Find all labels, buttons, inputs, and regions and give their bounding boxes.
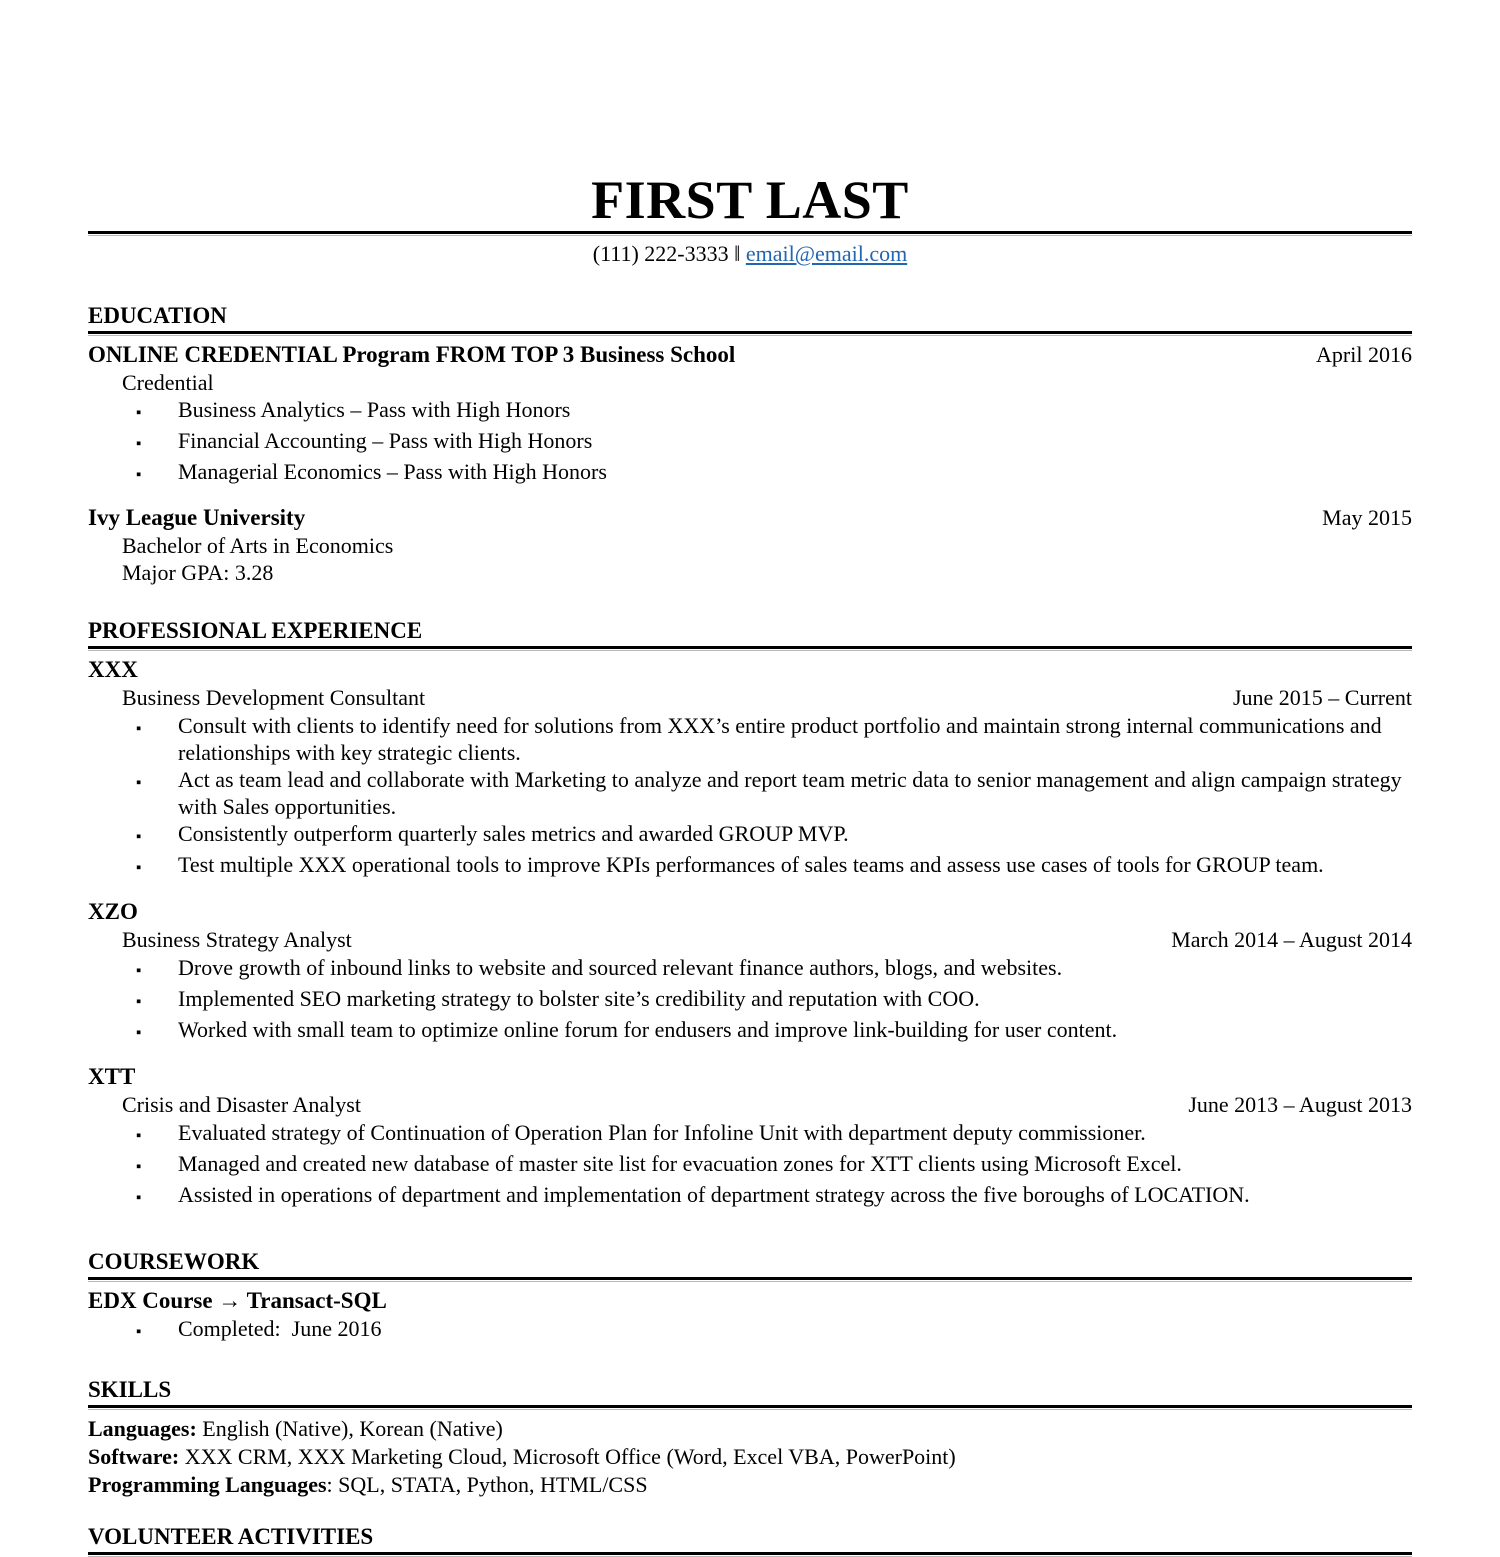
bullet-icon <box>136 954 178 985</box>
bullet-text: Managerial Economics – Pass with High Honors <box>178 459 607 484</box>
bullet-text: Consult with clients to identify need for solutions from XXX’s entire product portfolio and maintain strong internal communications and relationships with key strategic clients. <box>178 713 1388 765</box>
section-skills <box>88 1376 1412 1499</box>
skill-value: : SQL, STATA, Python, HTML/CSS <box>326 1472 648 1497</box>
list-item <box>88 1181 1412 1212</box>
job-dates: March 2014 – August 2014 <box>1171 927 1412 952</box>
education-entry-university <box>88 504 1412 586</box>
skill-value: English (Native), Korean (Native) <box>196 1416 503 1441</box>
job-bullet-list <box>88 1119 1412 1212</box>
skill-row-software <box>88 1443 1412 1471</box>
skill-row-languages <box>88 1415 1412 1443</box>
bullet-text: Evaluated strategy of Continuation of Operation Plan for Infoline Unit with department deputy commissioner. <box>178 1120 1146 1145</box>
list-item <box>88 1016 1412 1047</box>
contact-line <box>88 240 1412 267</box>
section-divider <box>88 1405 1412 1410</box>
bullet-text: Business Analytics – Pass with High Honors <box>178 397 571 422</box>
bullet-text: Assisted in operations of department and implementation of department strategy across the five boroughs of LOCATION. <box>178 1182 1250 1207</box>
list-item <box>88 985 1412 1016</box>
credential-subtitle: Credential <box>122 370 214 395</box>
section-experience <box>88 617 1412 1212</box>
job-bullet-list <box>88 712 1412 882</box>
company-name: XZO <box>88 899 138 924</box>
section-heading-education: EDUCATION <box>88 303 227 328</box>
skill-label: Languages: <box>88 1416 197 1441</box>
list-item <box>88 954 1412 985</box>
skill-value: XXX CRM, XXX Marketing Cloud, Microsoft Office (Word, Excel VBA, PowerPoint) <box>179 1444 956 1469</box>
job-role: Business Development Consultant <box>122 685 426 710</box>
bullet-icon <box>136 1119 178 1150</box>
list-item <box>88 1315 1412 1346</box>
list-item <box>88 766 1412 820</box>
bullet-icon <box>136 712 178 766</box>
credential-program-title: ONLINE CREDENTIAL Program FROM TOP 3 Business School <box>88 342 736 367</box>
contact-separator: ‖ <box>728 241 746 266</box>
company-name: XTT <box>88 1064 136 1089</box>
email-link[interactable]: email@email.com <box>745 241 908 266</box>
bullet-text: Implemented SEO marketing strategy to bolster site’s credibility and reputation with COO. <box>178 986 980 1011</box>
bullet-icon <box>136 985 178 1016</box>
section-heading-skills: SKILLS <box>88 1377 172 1402</box>
bullet-text: Consistently outperform quarterly sales metrics and awarded GROUP MVP. <box>178 821 849 846</box>
list-item <box>88 851 1412 882</box>
education-entry-credential <box>88 341 1412 489</box>
section-heading-coursework: COURSEWORK <box>88 1249 260 1274</box>
university-gpa: Major GPA: 3.28 <box>122 560 274 585</box>
credential-bullet-list <box>88 396 1412 489</box>
bullet-text: Managed and created new database of master site list for evacuation zones for XTT clients using Microsoft Excel. <box>178 1151 1182 1176</box>
bullet-text: Worked with small team to optimize online forum for endusers and improve link-building for user content. <box>178 1017 1118 1042</box>
bullet-icon <box>136 851 178 882</box>
section-divider <box>88 646 1412 651</box>
bullet-text: Financial Accounting – Pass with High Honors <box>178 428 593 453</box>
section-coursework <box>88 1248 1412 1346</box>
bullet-icon <box>136 1315 178 1346</box>
section-divider <box>88 331 1412 336</box>
university-date: May 2015 <box>1322 505 1412 530</box>
bullet-icon <box>136 1016 178 1047</box>
course-title: EDX Course → Transact-SQL <box>88 1288 387 1313</box>
job-entry-xtt <box>88 1063 1412 1212</box>
job-role: Business Strategy Analyst <box>122 927 352 952</box>
bullet-text: Drove growth of inbound links to website and sourced relevant finance authors, blogs, and websites. <box>178 955 1063 980</box>
section-heading-volunteer: VOLUNTEER ACTIVITIES <box>88 1524 374 1549</box>
bullet-icon <box>136 427 178 458</box>
bullet-text: Test multiple XXX operational tools to improve KPIs performances of sales teams and assess use cases of tools for GROUP team. <box>178 852 1324 877</box>
job-dates: June 2013 – August 2013 <box>1188 1092 1412 1117</box>
course-bullet-list <box>88 1315 1412 1346</box>
list-item <box>88 820 1412 851</box>
bullet-icon <box>136 396 178 427</box>
bullet-icon <box>136 820 178 851</box>
section-divider <box>88 1552 1412 1557</box>
list-item <box>88 1150 1412 1181</box>
job-dates: June 2015 – Current <box>1232 685 1412 710</box>
bullet-text: Completed: June 2016 <box>178 1316 382 1341</box>
list-item <box>88 1119 1412 1150</box>
list-item <box>88 427 1412 458</box>
section-volunteer <box>88 1523 1412 1557</box>
bullet-icon <box>136 458 178 489</box>
university-name: Ivy League University <box>88 505 306 530</box>
phone-number: (111) 222-3333 <box>592 241 729 266</box>
skill-label: Software: <box>88 1444 180 1469</box>
resume-name: FIRST LAST <box>591 170 909 230</box>
header-divider <box>88 231 1412 236</box>
skill-row-programming <box>88 1471 1412 1499</box>
skill-label: Programming Languages <box>88 1472 327 1497</box>
bullet-icon <box>136 1181 178 1212</box>
section-heading-experience: PROFESSIONAL EXPERIENCE <box>88 618 423 643</box>
job-entry-xxx <box>88 656 1412 882</box>
job-bullet-list <box>88 954 1412 1047</box>
credential-date: April 2016 <box>1316 342 1412 367</box>
bullet-icon <box>136 1150 178 1181</box>
job-entry-xzo <box>88 898 1412 1047</box>
list-item <box>88 458 1412 489</box>
section-education <box>88 302 1412 586</box>
bullet-icon <box>136 766 178 820</box>
job-role: Crisis and Disaster Analyst <box>122 1092 361 1117</box>
list-item <box>88 712 1412 766</box>
company-name: XXX <box>88 657 138 682</box>
section-divider <box>88 1277 1412 1282</box>
bullet-text: Act as team lead and collaborate with Marketing to analyze and report team metric data to senior management and align campaign strategy with Sales opportunities. <box>178 767 1408 819</box>
university-degree: Bachelor of Arts in Economics <box>122 533 394 558</box>
list-item <box>88 396 1412 427</box>
